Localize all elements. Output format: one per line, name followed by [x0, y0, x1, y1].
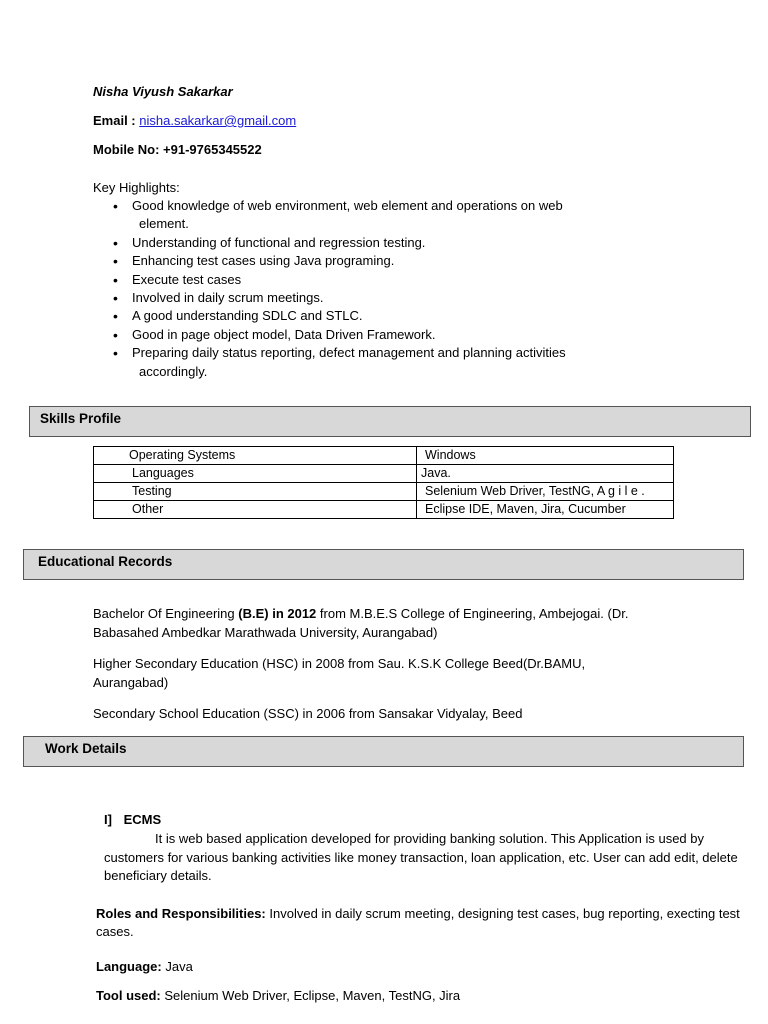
highlights-list — [96, 197, 636, 381]
email-line — [93, 112, 296, 130]
skill-value: Eclipse IDE, Maven, Jira, Cucumber — [417, 501, 674, 519]
roles-responsibilities: Roles and Responsibilities: Involved in daily scrum meeting, designing test cases, bug reporting, execting test cases. — [96, 906, 740, 939]
candidate-name: Nisha Viyush Sakarkar — [93, 84, 233, 99]
highlight-item: • Execute test cases — [96, 271, 636, 289]
table-row — [94, 465, 674, 483]
education-section-header — [23, 549, 744, 580]
skill-value: Selenium Web Driver, TestNG, A g i l e . — [417, 483, 674, 501]
skill-value: Windows — [417, 447, 674, 465]
highlight-item: • A good understanding SDLC and STLC. — [96, 307, 636, 325]
skill-value: Java. — [417, 465, 674, 483]
highlight-item: • Good knowledge of web environment, web element and operations on web element. — [96, 197, 636, 234]
skill-key: Languages — [94, 465, 417, 483]
skills-section-title: Skills Profile — [40, 411, 122, 426]
highlight-item: • Enhancing test cases using Java programing. — [96, 252, 636, 270]
highlight-item: • Good in page object model, Data Driven Framework. — [96, 326, 636, 344]
work-section-header — [23, 736, 744, 767]
table-row — [94, 447, 674, 465]
education-hsc: Higher Secondary Education (HSC) in 2008 from Sau. K.S.K College Beed(Dr.BAMU, Aurangabad) — [93, 656, 586, 690]
project-description: It is web based application developed for providing banking solution. This Application is used by customers for various banking activities like money transaction, loan application, etc. User can add edit, delete beneficiary details. — [104, 831, 738, 883]
highlight-item: • Preparing daily status reporting, defect management and planning activities accordingly. — [96, 344, 636, 381]
project-name: ECMS — [123, 812, 162, 827]
education-be: Bachelor Of Engineering (B.E) in 2012 from M.B.E.S College of Engineering, Ambejogai. (Dr. Babasahed Ambedkar Marathwada University, Aurangabad) — [93, 606, 629, 640]
work-section-title: Work Details — [45, 741, 127, 756]
education-ssc: Secondary School Education (SSC) in 2006 from Sansakar Vidyalay, Beed — [93, 706, 523, 721]
language-line: Language: Java — [96, 959, 193, 974]
project-heading — [104, 811, 161, 829]
email-link[interactable]: nisha.sakarkar@gmail.com — [139, 113, 297, 128]
skill-key: Other — [94, 501, 417, 519]
tools-line: Tool used: Selenium Web Driver, Eclipse, Maven, TestNG, Jira — [96, 988, 461, 1003]
mobile-number: Mobile No: +91-9765345522 — [93, 142, 262, 157]
skills-table — [93, 446, 674, 519]
table-row — [94, 501, 674, 519]
project-number: I] — [104, 812, 112, 827]
skill-key: Testing — [94, 483, 417, 501]
highlight-item: • Understanding of functional and regression testing. — [96, 234, 636, 252]
table-row — [94, 483, 674, 501]
skills-section-header — [29, 406, 751, 437]
email-label: Email : — [93, 113, 136, 128]
highlights-heading: Key Highlights: — [93, 180, 180, 195]
skill-key: Operating Systems — [94, 447, 417, 465]
education-section-title: Educational Records — [38, 554, 173, 569]
highlight-item: • Involved in daily scrum meetings. — [96, 289, 636, 307]
